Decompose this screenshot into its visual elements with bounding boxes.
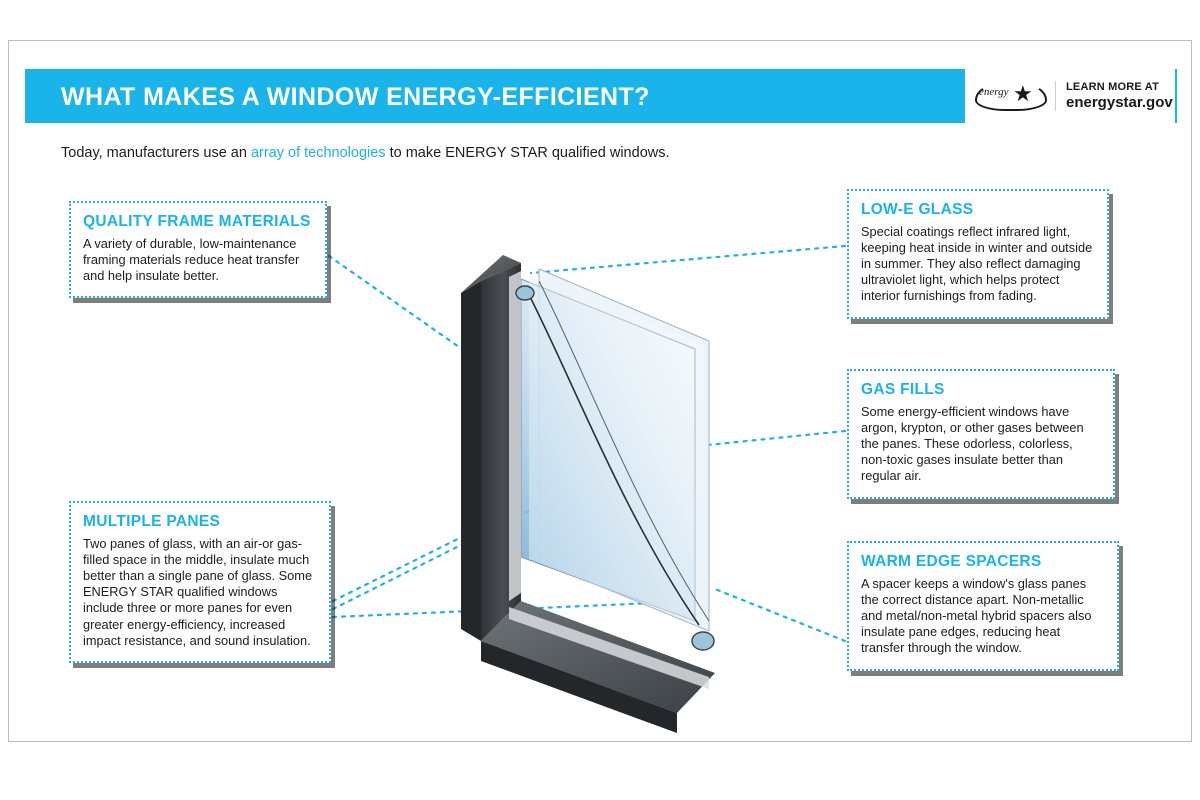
intro-text bbox=[61, 145, 670, 161]
callout-body: Some energy-efficient windows have argon, krypton, or other gases between the panes. These odorless, colorless, non-toxic gases insulate better than regular air. bbox=[861, 404, 1084, 484]
page-title: WHAT MAKES A WINDOW ENERGY-EFFICIENT? bbox=[61, 83, 650, 111]
callout-body: Special coatings reflect infrared light, keeping heat inside in winter and outside in summer. They also reflect damaging ultraviolet light, which helps protect interior furnishings from fading. bbox=[861, 224, 1093, 304]
callout-title: LOW-E GLASS bbox=[861, 201, 974, 218]
callout-warm-edge-spacers[interactable] bbox=[847, 541, 1119, 671]
callout-multiple-panes[interactable] bbox=[69, 501, 331, 663]
infographic-panel bbox=[8, 40, 1192, 742]
callout-low-e-glass[interactable] bbox=[847, 189, 1109, 319]
callout-body: A spacer keeps a window's glass panes the correct distance apart. Non-metallic and metal/non-metal hybrid spacers also insulate pane edges, reducing heat transfer through the window. bbox=[861, 576, 1092, 656]
energy-star-logo-word: energy bbox=[979, 86, 1009, 98]
callout-title: WARM EDGE SPACERS bbox=[861, 553, 1042, 570]
callout-quality-frame-materials[interactable] bbox=[69, 201, 327, 298]
callout-body: A variety of durable, low-maintenance framing materials reduce heat transfer and help insulate better. bbox=[83, 236, 300, 284]
energy-star-badge[interactable] bbox=[965, 69, 1175, 123]
intro-before-link: Today, manufacturers use an bbox=[61, 145, 251, 161]
badge-line-1: LEARN MORE AT bbox=[1066, 81, 1160, 94]
callout-title: MULTIPLE PANES bbox=[83, 513, 221, 530]
intro-after-link: to make ENERGY STAR qualified windows. bbox=[385, 145, 670, 161]
star-icon: ★ bbox=[1013, 81, 1033, 106]
callout-title: QUALITY FRAME MATERIALS bbox=[83, 213, 311, 230]
callout-title: GAS FILLS bbox=[861, 381, 945, 398]
energy-star-logo-icon bbox=[973, 75, 1049, 117]
callout-gas-fills[interactable] bbox=[847, 369, 1115, 499]
callout-body: Two panes of glass, with an air-or gas-filled space in the middle, insulate much better than a single pane of glass. Some ENERGY STAR qualified windows include three or more panes for even greater energy-efficiency, increased impact resistance, and sound insulation. bbox=[83, 536, 313, 648]
array-of-technologies-link[interactable]: array of technologies bbox=[250, 145, 386, 161]
badge-line-2: energystar.gov bbox=[1066, 93, 1173, 111]
